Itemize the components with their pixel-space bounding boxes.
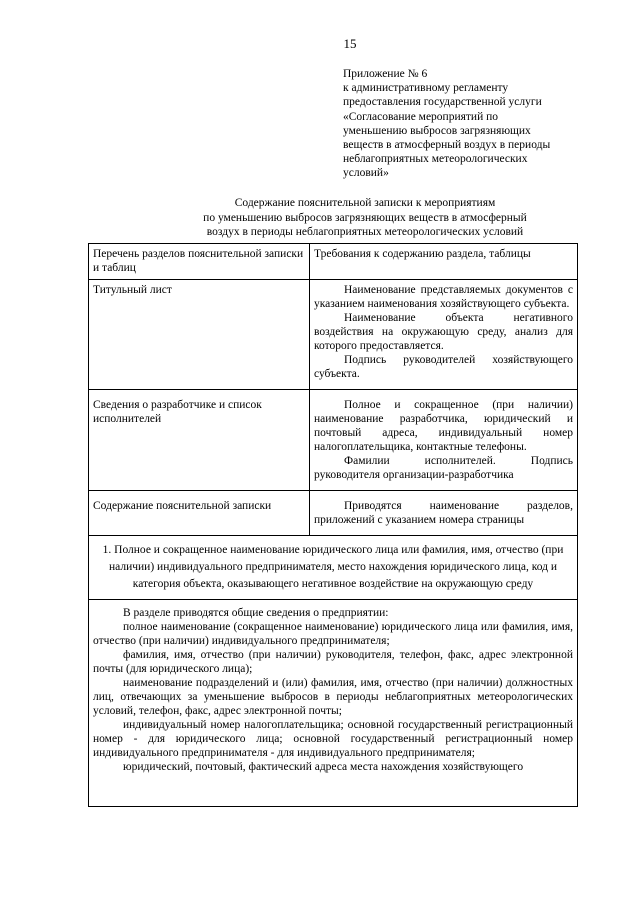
section-paragraph: В разделе приводятся общие сведения о предприятии:: [123, 607, 389, 619]
appendix-line: неблагоприятных метеорологических: [343, 153, 528, 166]
row-name-cell: Сведения о разработчике и список исполнителей: [89, 390, 310, 491]
appendix-block: [343, 67, 588, 181]
document-title: [140, 196, 590, 240]
appendix-line: предоставления государственной услуги: [343, 96, 542, 109]
row-requirements-cell: [310, 280, 578, 390]
contents-table: [88, 243, 578, 807]
requirement-paragraph: Полное и сокращенное (при наличии) наименование разработчика, юридический и почтовый адреса, индивидуальный номер налогоплательщика, контактные телефоны.: [314, 399, 573, 453]
section-paragraph: наименование подразделений и (или) фамилия, имя, отчество (при наличии) должностных лиц, отвечающих за уменьшение выбросов в периоды неблагоприятных метеорологических условий, телефон, факс, адрес электронной почты;: [93, 677, 573, 717]
section-heading-row: [89, 536, 578, 600]
row-requirements-cell: [310, 390, 578, 491]
section-paragraph: индивидуальный номер налогоплательщика; основной государственный регистрационный номер - для юридического лица; основной государственный регистрационный номер индивидуального предпринимателя - для индивидуального предпринимателя;: [93, 719, 573, 759]
requirement-paragraph: Наименование объекта негативного воздействия на окружающую среду, анализ для которого предоставляется.: [314, 312, 573, 352]
appendix-line: «Согласование мероприятий по: [343, 110, 499, 123]
section-body-row: [89, 600, 578, 807]
appendix-line: веществ в атмосферный воздух в периоды: [343, 139, 551, 152]
header-cell-requirements: Требования к содержанию раздела, таблицы: [310, 244, 578, 280]
table-row: [89, 280, 578, 390]
section-paragraph: фамилия, имя, отчество (при наличии) руководителя, телефон, факс, адрес электронной почты (для юридического лица);: [93, 649, 573, 675]
section-heading: 1. Полное и сокращенное наименование юридического лица или фамилия, имя, отчество (при наличии) индивидуального предпринимателя, место нахождения юридического лица, код и категория объекта, оказывающего негативное воздействие на окружающую среду: [89, 536, 578, 600]
table-row: [89, 390, 578, 491]
header-cell-sections: Перечень разделов пояснительной записки и таблиц: [89, 244, 310, 280]
table-header-row: [89, 244, 578, 280]
appendix-line: Приложение № 6: [343, 68, 428, 80]
section-body: [89, 600, 578, 807]
appendix-line: уменьшению выбросов загрязняющих: [343, 124, 531, 137]
row-requirements-cell: [310, 491, 578, 536]
title-line: по уменьшению выбросов загрязняющих веществ в атмосферный: [203, 211, 527, 224]
requirement-paragraph: Приводятся наименование разделов, приложений с указанием номера страницы: [314, 500, 573, 526]
page-number: 15: [343, 36, 357, 51]
requirement-paragraph: Подпись руководителей хозяйствующего субъекта.: [314, 354, 573, 380]
row-name-cell: Титульный лист: [89, 280, 310, 390]
appendix-line: к административному регламенту: [343, 82, 509, 95]
requirement-paragraph: Фамилии исполнителей. Подпись руководителя организации-разработчика: [314, 455, 573, 481]
section-paragraph: полное наименование (сокращенное наименование) юридического лица или фамилия, имя, отчество (при наличии) индивидуального предпринимателя;: [93, 621, 573, 647]
section-paragraph: юридический, почтовый, фактический адреса места нахождения хозяйствующего: [123, 761, 524, 773]
requirement-paragraph: Наименование представляемых документов с указанием наименования хозяйствующего субъекта.: [314, 284, 573, 310]
appendix-line: условий»: [343, 167, 389, 180]
title-line: воздух в периоды неблагоприятных метеорологических условий: [206, 226, 524, 238]
title-line: Содержание пояснительной записки к мероприятиям: [234, 197, 496, 209]
row-name-cell: Содержание пояснительной записки: [89, 491, 310, 536]
table-row: [89, 491, 578, 536]
